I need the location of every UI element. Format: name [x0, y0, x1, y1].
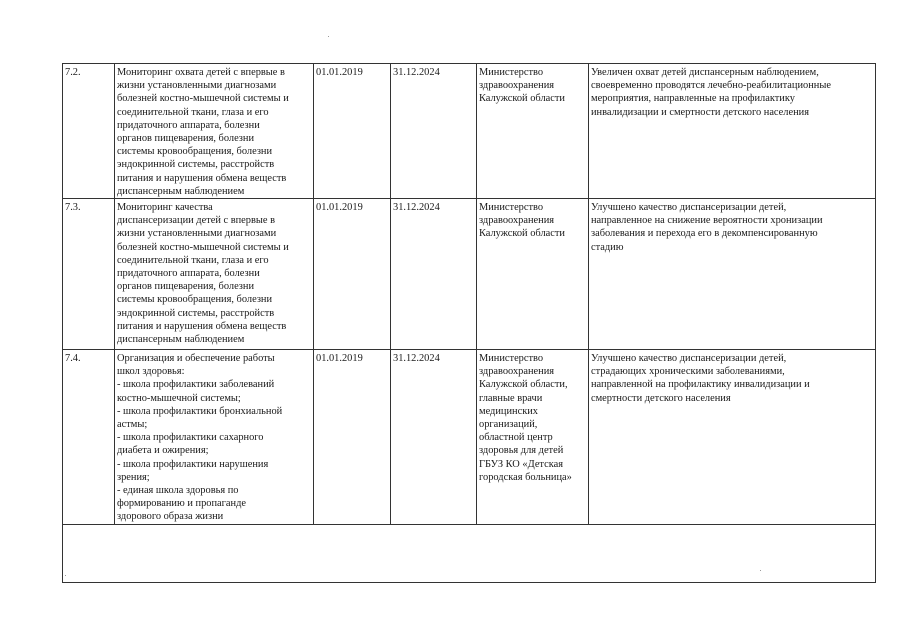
text-line: болезней костно-мышечной системы и [117, 93, 289, 105]
text-line: ГБУЗ КО «Детская [479, 458, 563, 470]
text-line: Мониторинг качества [117, 202, 213, 214]
text-line: своевременно проводятся лечебно-реабилитационные [591, 80, 831, 92]
text-line: Министерство [479, 202, 544, 214]
text-line: системы кровообращения, болезни [117, 294, 273, 306]
text-line: здравоохранения [479, 215, 555, 227]
table-row [63, 199, 876, 350]
text-line: - школа профилактики бронхиальной [117, 405, 283, 417]
table-row [63, 350, 876, 525]
responsible-executor [477, 199, 589, 350]
start-date: 01.01.2019 [314, 199, 391, 350]
responsible-executor [477, 350, 589, 525]
text-line: питания и нарушения обмена веществ [117, 172, 287, 184]
text-line: диспансерным наблюдением [117, 334, 245, 346]
empty-table-row [63, 525, 876, 583]
text-line: Калужской области [479, 228, 565, 240]
text-line: органов пищеварения, болезни [117, 281, 255, 293]
text-line: жизни установленными диагнозами [117, 80, 277, 92]
expected-result [589, 64, 876, 199]
text-line: астмы; [117, 419, 148, 431]
text-line: Министерство [479, 353, 544, 365]
measure-description [115, 64, 314, 199]
text-line: городская больница» [479, 471, 572, 483]
text-line: жизни установленными диагнозами [117, 228, 277, 240]
text-line: формированию и пропаганде [117, 498, 246, 510]
text-line: - единая школа здоровья по [117, 485, 239, 497]
item-number: 7.4. [63, 350, 115, 525]
text-line: - школа профилактики заболеваний [117, 379, 275, 391]
text-line: - школа профилактики сахарного [117, 432, 264, 444]
empty-cell [63, 525, 876, 583]
text-line: здорового образа жизни [117, 511, 224, 523]
expected-result [589, 350, 876, 525]
text-line: придаточного аппарата, болезни [117, 119, 260, 131]
text-line: Калужской области [479, 93, 565, 105]
responsible-executor [477, 64, 589, 199]
text-line: зрения; [117, 471, 150, 483]
end-date: 31.12.2024 [391, 199, 477, 350]
text-line: эндокринной системы, расстройств [117, 307, 275, 319]
measures-table [62, 63, 876, 583]
text-line: инвалидизации и смертности детского населения [591, 106, 809, 118]
text-line: соединительной ткани, глаза и его [117, 106, 269, 118]
text-line: питания и нарушения обмена веществ [117, 320, 287, 332]
text-line: организаций, [479, 419, 538, 431]
measure-description [115, 350, 314, 525]
text-line: Организация и обеспечение работы [117, 353, 275, 365]
text-line: главные врачи [479, 392, 543, 404]
expected-result [589, 199, 876, 350]
text-line: здоровья для детей [479, 445, 564, 457]
text-line: диспансерным наблюдением [117, 185, 245, 197]
text-line: направленное на снижение вероятности хронизации [591, 215, 823, 227]
text-line: болезней костно-мышечной системы и [117, 241, 289, 253]
item-number: 7.3. [63, 199, 115, 350]
text-line: эндокринной системы, расстройств [117, 159, 275, 171]
text-line: смертности детского населения [591, 392, 731, 404]
text-line: здравоохранения [479, 366, 555, 378]
text-line: стадию [591, 241, 624, 253]
text-line: - школа профилактики нарушения [117, 458, 269, 470]
start-date: 01.01.2019 [314, 64, 391, 199]
text-line: Увеличен охват детей диспансерным наблюдением, [591, 67, 819, 78]
scan-speck [328, 36, 329, 37]
text-line: системы кровообращения, болезни [117, 146, 273, 158]
text-line: школ здоровья: [117, 366, 185, 378]
text-line: мероприятия, направленные на профилактику [591, 93, 795, 105]
text-line: диспансеризации детей с впервые в [117, 215, 275, 227]
end-date: 31.12.2024 [391, 350, 477, 525]
text-line: Министерство [479, 67, 544, 78]
measure-description [115, 199, 314, 350]
item-number: 7.2. [63, 64, 115, 199]
text-line: здравоохранения [479, 80, 555, 92]
text-line: Улучшено качество диспансеризации детей, [591, 353, 787, 365]
text-line: диабета и ожирения; [117, 445, 209, 457]
text-line: костно-мышечной системы; [117, 392, 241, 404]
text-line: Улучшено качество диспансеризации детей, [591, 202, 787, 214]
start-date: 01.01.2019 [314, 350, 391, 525]
text-line: медицинских [479, 405, 538, 417]
end-date: 31.12.2024 [391, 64, 477, 199]
text-line: придаточного аппарата, болезни [117, 268, 260, 280]
text-line: Мониторинг охвата детей с впервые в [117, 67, 285, 78]
text-line: страдающих хроническими заболеваниями, [591, 366, 785, 378]
text-line: направленной на профилактику инвалидизации и [591, 379, 810, 391]
text-line: Калужской области, [479, 379, 568, 391]
text-line: соединительной ткани, глаза и его [117, 254, 269, 266]
text-line: заболевания и перехода его в декомпенсированную [591, 228, 818, 240]
text-line: органов пищеварения, болезни [117, 133, 255, 145]
text-line: областной центр [479, 432, 553, 444]
table-row [63, 64, 876, 199]
